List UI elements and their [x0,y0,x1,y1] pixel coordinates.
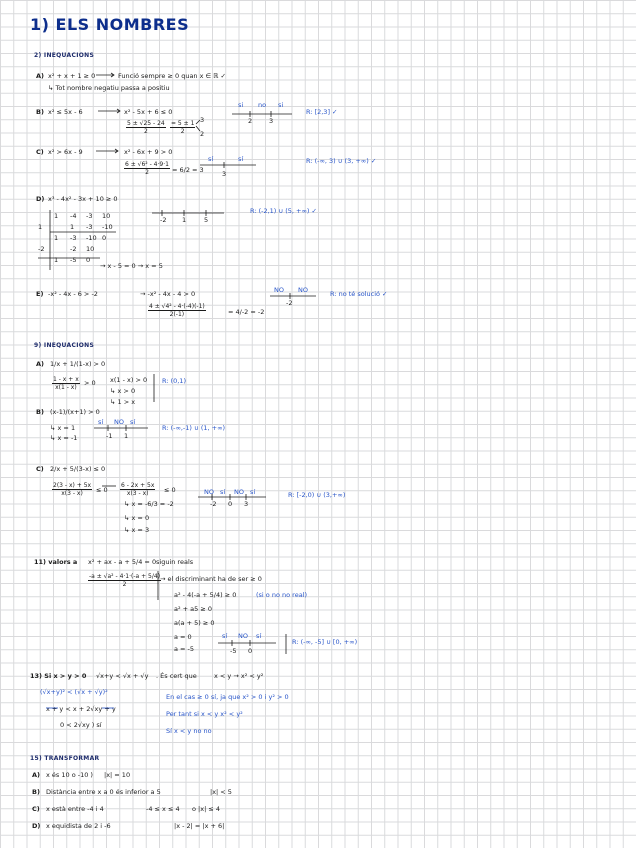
section-heading-inequacions-9: 9) INEQUACIONS [34,342,95,349]
q15-c-label: C) [32,805,40,813]
item-d-tick-1: -2 [160,216,167,224]
item-d-tick-3: 5 [204,216,209,224]
item9-c-tick-3: 3 [244,500,249,508]
ruffini-cell: -3 [86,212,93,220]
item9-a-gt: > 0 [84,379,96,387]
q11-line-1: a² - 4(-a + 5/4) ≥ 0 [174,591,237,599]
item9-b-tick-2: 1 [124,432,129,440]
item-b-result: R: [2,3] ✓ [306,108,338,116]
q11-sign-3: sí [256,632,262,640]
ruffini-cell: -4 [70,212,77,220]
section-heading-inequacions: 2) INEQUACIONS [34,52,95,59]
item-c-expression: x² > 6x - 9 [48,148,83,156]
item9-c-sign-4: sí [250,488,256,496]
item-b-tick-2: 2 [248,117,253,125]
item9-c-result: R: [-2,0) ∪ (3,+∞) [288,491,346,499]
item-c-sign-1: sí [208,155,214,163]
q13-work-1: (√x+y)² < (√x + √y)² [40,688,108,696]
q11-note: → el discriminant ha de ser ≥ 0 [160,575,262,583]
ruffini-cell: 0 [102,234,107,242]
item9-c-fraction-1: $\frac{2(3 - x) + 5x}{x(3 - x)}$ [53,482,92,497]
ruffini-cell: -5 [70,256,77,264]
item-d-expression: x³ - 4x² - 3x + 10 ≥ 0 [48,195,118,203]
item-e-sign-1: NO [274,286,284,294]
item-e-formula: $\frac{\text{4 ± √4² - 4·(-4)(-1)}}{2(-1)}$ [149,303,205,318]
q13-work-3: 0 < 2√xy ) sí [60,721,102,729]
ruffini-cell: 10 [86,245,95,253]
q11-tail: siguin reals [156,558,194,566]
item-b-formula: $\frac{5 \pm √25 - 24}{2}$ [127,120,165,135]
q11-formula: $\frac{\text{-a ± √a² - 4·1·(-a + 5/4)}}{2}$ [89,573,161,588]
item9-a-cond-3: ↳ 1 > x [110,398,136,406]
item-b-sign-2: no [258,101,267,109]
q15-d-text: x equidista de 2 i -6 [46,822,111,830]
roots-brace [196,120,200,131]
ruffini-cell: -2 [38,245,45,253]
item-b-step: x² - 5x + 6 ≤ 0 [124,108,173,116]
q13-question: . És cert que [156,672,197,680]
item-b-sign-1: si [238,101,244,109]
q11-sign-1: sí [222,632,228,640]
q15-b-text: Distància entre x a 0 és inferior a 5 [46,788,161,796]
item-b-root-2: 2 [200,130,205,138]
item-b-formula-simplified: $\frac{= 5 \pm 1}{2}$ [171,120,195,135]
item-a-note: Funció sempre ≥ 0 quan x ∈ ℝ ✓ [118,72,226,80]
item-c-label: C) [36,148,44,156]
q11-line-5: a = -5 [174,645,195,653]
ruffini-cell: -3 [70,234,77,242]
q15-b-label: B) [32,788,40,796]
item-c-step: x² - 6x + 9 > 0 [124,148,173,156]
item-a-subnote: ↳ Tot nombre negatiu passa a positiu [48,84,170,92]
q15-c-middle: -4 ≤ x ≤ 4 [146,805,180,813]
ruffini-cell: -10 [102,223,113,231]
item-c-sign-2: sí [238,155,244,163]
item-e-tick: -2 [286,299,293,307]
item9-c-label: C) [36,465,44,473]
item-a-expression: x² + x + 1 ≥ 0 [48,72,96,80]
item-d-tail: → x - 5 = 0 → x = 5 [100,262,163,270]
item-e-sign-2: NO [298,286,308,294]
q11-line-1-note: (si o no no real) [256,591,308,599]
q15-b-value: |x| < 5 [210,788,232,796]
item9-a-cond-1: x(1 - x) > 0 [110,376,148,384]
ruffini-cell: 1 [38,223,43,231]
item9-c-tick-1: -2 [210,500,217,508]
item-e-step: → -x² - 4x - 4 > 0 [140,290,196,298]
page-title: 1) ELS NOMBRES [30,15,190,34]
item9-c-cond-2: ↳ x = 0 [124,514,150,522]
item9-b-sign-1: sí [98,418,104,426]
item-c-result: R: (-∞, 3) ∪ (3, +∞) ✓ [306,157,377,165]
q15-a-value: |x| = 10 [104,771,131,779]
item9-c-le-2: ≤ 0 [164,486,176,494]
item9-c-sign-2: sí [220,488,226,496]
q11-result: R: (-∞, -5] ∪ [0, +∞) [292,638,358,646]
item9-b-tick-1: -1 [106,432,113,440]
item9-b-sign-3: sí [130,418,136,426]
item-b-expression: x² ≤ 5x - 6 [48,108,83,116]
q15-d-value: |x - 2| = |x + 6| [174,822,225,830]
item9-b-label: B) [36,408,44,416]
q11-tick-2: 0 [248,647,253,655]
item-b-tick-3: 3 [269,117,274,125]
q15-a-text: x és 10 o -10 ) [46,771,93,779]
ruffini-cell: -3 [86,223,93,231]
q11-sign-2: NO [238,632,248,640]
q11-line-4: a = 0 [174,633,192,641]
q13-blue-3: Sí x < y no no [166,727,212,735]
item9-c-cond-3: ↳ x = 3 [124,526,150,534]
item9-c-sign-3: NO [234,488,244,496]
ruffini-cell: -2 [70,245,77,253]
q11-line-2: a² + a5 ≥ 0 [174,605,213,613]
q15-c-text: x està entre -4 i 4 [46,805,104,813]
q15-c-value: o |x| ≤ 4 [192,805,220,813]
item-b-root-1: 3 [200,116,205,124]
q11-line-3: a(a + 5) ≥ 0 [174,619,215,627]
item9-a-fraction: $\frac{1 - x + x}{x(1 - x)}$ [53,376,79,391]
q11-label: 11) valors a [34,558,78,566]
q13-expression: √x+y < √x + √y [96,672,149,680]
item-e-result-root: = 4/-2 = -2 [228,308,265,316]
q13-blue-1: En el cas ≥ 0 sí, ja que x² > 0 i y² > 0 [166,693,289,701]
item-b-sign-3: si [278,101,284,109]
item9-b-expression: (x-1)/(x+1) > 0 [50,408,100,416]
ruffini-cell: 1 [70,223,75,231]
q11-expression: x² + ax - a + 5/4 = 0 [88,558,157,566]
item-c-result-root: = 6/2 = 3 [172,166,204,174]
item9-c-tick-2: 0 [228,500,233,508]
item9-a-cond-2: ↳ x > 0 [110,387,136,395]
item9-c-cond-1: ↳ x = -6/3 = -2 [124,500,174,508]
item-e-result: R: no té solució ✓ [330,290,388,298]
item-a-label: A) [36,72,45,80]
item-b-label: B) [36,108,44,116]
item9-b-cond-2: ↳ x = -1 [50,434,78,442]
item-d-tick-2: 1 [182,216,187,224]
item9-b-sign-2: NO [114,418,124,426]
item-d-result: R: (-2,1) ∪ (5, +∞) ✓ [250,207,317,215]
item9-a-label: A) [36,360,45,368]
item9-c-expression: 2/x + 5/(3-x) ≤ 0 [50,465,106,473]
q13-question-2: x < y → x² < y² [214,672,264,680]
q13-work-2: x + y < x + 2√xy + y [46,705,116,713]
section-heading-transformar: 15) TRANSFORMAR [30,755,100,762]
item9-c-sign-1: NO [204,488,214,496]
q13-label: 13) Si x > y > 0 [30,672,87,680]
item-c-formula: $\frac{\text{6 ± √6² - 4·9·1}}{2}$ [125,161,169,176]
ruffini-cell: 1 [54,212,59,220]
item9-c-le-1: ≤ 0 [96,486,108,494]
q13-blue-2: Per tant si x < y x² < y² [166,710,243,718]
ruffini-cell: 1 [54,256,59,264]
item9-a-expression: 1/x + 1/(1-x) > 0 [50,360,106,368]
ruffini-cell: 10 [102,212,111,220]
ruffini-cell: 1 [54,234,59,242]
q15-a-label: A) [32,771,41,779]
q15-d-label: D) [32,822,41,830]
item-e-expression: -x² - 4x - 6 > -2 [48,290,98,298]
item9-a-result: R: (0,1) [162,377,186,385]
item9-b-result: R: (-∞,-1) ∪ (1, +∞) [162,424,226,432]
ruffini-cell: 0 [86,256,91,264]
q11-tick-1: -5 [230,647,237,655]
item-d-label: D) [36,195,45,203]
item-e-label: E) [36,290,44,298]
ruffini-cell: -10 [86,234,97,242]
item9-c-fraction-2: $\frac{6 - 2x + 5x}{x(3 - x)}$ [121,482,155,497]
item-c-tick: 3 [222,170,227,178]
item9-b-cond-1: ↳ x = 1 [50,424,76,432]
